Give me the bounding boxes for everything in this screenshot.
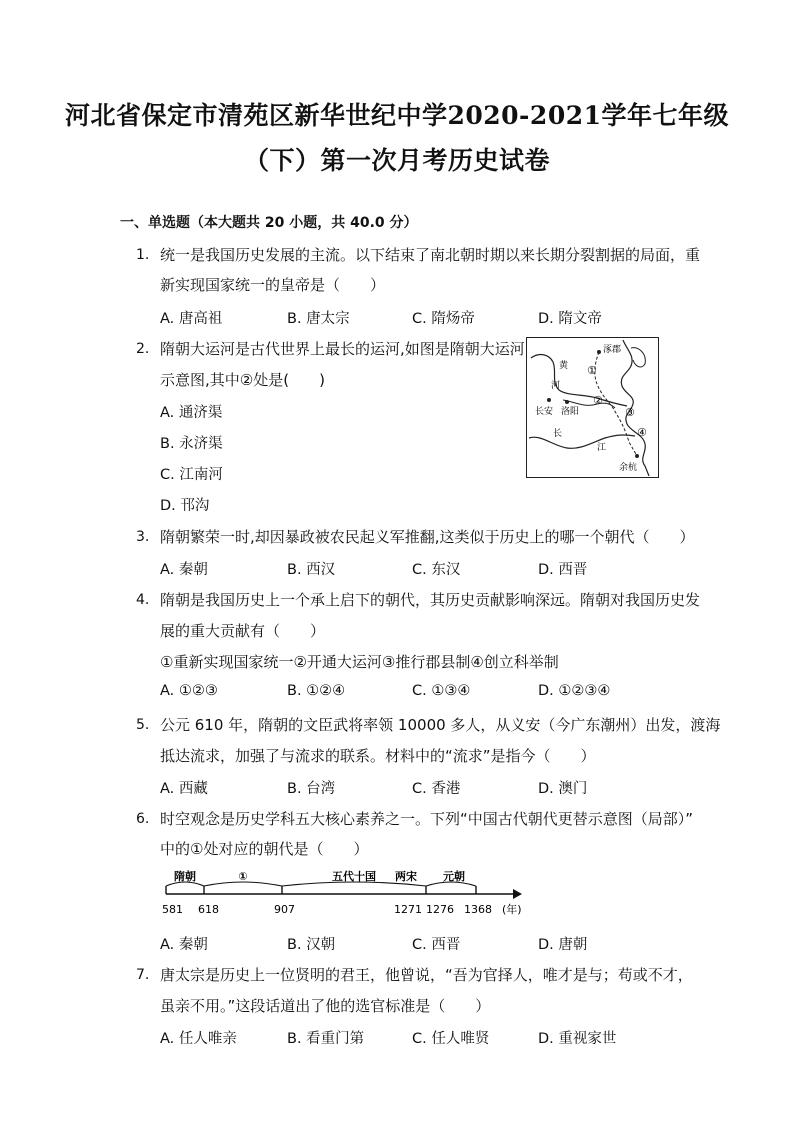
question-1-option-d[interactable]: D. 隋文帝 — [538, 311, 602, 327]
question-1-option-c[interactable]: C. 隋炀帝 — [412, 311, 475, 327]
question-2-option-d[interactable]: D. 邗沟 — [160, 498, 210, 514]
timeline-segment-yuan: 元朝 — [443, 870, 465, 883]
timeline-year-1276: 1276 — [426, 903, 454, 916]
question-6-option-c[interactable]: C. 西晋 — [412, 937, 461, 953]
map-marker-4: ④ — [637, 426, 647, 439]
question-6-option-b[interactable]: B. 汉朝 — [287, 937, 336, 953]
question-1-text-line-2: 新实现国家统一的皇帝是（ ） — [160, 276, 386, 294]
question-1-number: 1. — [136, 247, 150, 263]
question-1-option-a[interactable]: A. 唐高祖 — [160, 311, 223, 327]
question-4-number: 4. — [136, 592, 150, 608]
question-3-option-b[interactable]: B. 西汉 — [287, 562, 336, 578]
timeline-year-581: 581 — [162, 903, 183, 916]
timeline-year-907: 907 — [274, 903, 295, 916]
question-7-option-c[interactable]: C. 任人唯贤 — [412, 1031, 490, 1047]
question-5-text-line-2: 抵达流求，加强了与流求的联系。材料中的“流求”是指今（ ） — [160, 747, 596, 765]
question-6-option-a[interactable]: A. 秦朝 — [160, 937, 208, 953]
question-3-option-c[interactable]: C. 东汉 — [412, 562, 461, 578]
exam-title-line-2: （下）第一次月考历史试卷 — [243, 146, 550, 175]
timeline-year-1271: 1271 — [394, 903, 422, 916]
map-label-huang: 黄 — [559, 361, 569, 371]
question-1-text-line-1: 统一是我国历史发展的主流。以下结束了南北朝时期以来长期分裂割据的局面，重 — [160, 246, 701, 264]
changan-dot — [547, 398, 551, 402]
question-7-option-a[interactable]: A. 任人唯亲 — [160, 1031, 237, 1047]
yellow-river — [531, 355, 627, 406]
map-marker-1: ① — [587, 364, 597, 377]
map-label-yuhang: 余杭 — [619, 463, 638, 473]
question-7-text-line-2: 虽亲不用。”这段话道出了他的选官标准是（ ） — [160, 997, 491, 1015]
timeline-arrow — [513, 889, 522, 899]
question-4-option-b[interactable]: B. ①②④ — [287, 683, 346, 699]
question-4-option-a[interactable]: A. ①②③ — [160, 683, 218, 699]
question-4-text-line-1: 隋朝是我国历史上一个承上启下的朝代，其历史贡献影响深远。隋朝对我国历史发 — [160, 591, 701, 609]
question-7-text-line-1: 唐太宗是历史上一位贤明的君王，他曾说，“吾为官择人，唯才是与；苟或不才， — [160, 966, 693, 984]
question-1-option-b[interactable]: B. 唐太宗 — [287, 311, 350, 327]
map-label-chang: 长 — [553, 429, 563, 439]
question-5-number: 5. — [136, 717, 150, 733]
map-label-jiang: 江 — [597, 443, 607, 453]
question-2-option-a[interactable]: A. 通济渠 — [160, 405, 223, 421]
question-5-text-line-1: 公元 610 年，隋朝的文臣武将率领 10000 多人，从义安（今广东潮州）出发，渡海 — [160, 716, 721, 734]
question-5-option-c[interactable]: C. 香港 — [412, 781, 461, 797]
question-4-text-line-3: ①重新实现国家统一②开通大运河③推行郡县制④创立科举制 — [160, 653, 559, 671]
question-3-option-a[interactable]: A. 秦朝 — [160, 562, 208, 578]
dynasty-timeline-drawing — [158, 860, 538, 920]
timeline-year-618: 618 — [198, 903, 219, 916]
timeline-segment-sui: 隋朝 — [174, 870, 196, 883]
question-5-option-b[interactable]: B. 台湾 — [287, 781, 336, 797]
bay-outline — [631, 348, 645, 367]
section-heading: 一、单选题（本大题共 20 小题，共 40.0 分） — [120, 215, 418, 231]
yangtze-river — [529, 435, 635, 448]
map-label-changan: 长安 — [535, 407, 554, 417]
timeline-segment-five-dynasties: 五代十国 — [332, 870, 376, 883]
question-6-number: 6. — [136, 811, 150, 827]
grand-canal-map-drawing — [527, 338, 658, 477]
timeline-segment-1: ① — [238, 870, 248, 883]
question-6-text-line-2: 中的①处对应的朝代是（ ） — [160, 840, 369, 858]
question-2-number: 2. — [136, 341, 150, 357]
question-2-text-line-2: 示意图,其中②处是( ) — [160, 371, 325, 389]
question-4-option-d[interactable]: D. ①②③④ — [538, 683, 611, 699]
map-label-he: 河 — [551, 381, 561, 391]
question-6-text-line-1: 时空观念是历史学科五大核心素养之一。下列“中国古代朝代更替示意图（局部）” — [160, 810, 694, 828]
map-marker-3: ③ — [625, 406, 635, 419]
question-7-number: 7. — [136, 967, 150, 983]
question-3-number: 3. — [136, 529, 150, 545]
map-label-luoyang: 洛阳 — [561, 407, 580, 417]
zhuojun-dot — [597, 350, 601, 354]
question-7-option-d[interactable]: D. 重视家世 — [538, 1031, 617, 1047]
yuhang-dot — [635, 454, 639, 458]
question-3-option-d[interactable]: D. 西晋 — [538, 562, 588, 578]
question-4-option-c[interactable]: C. ①③④ — [412, 683, 471, 699]
question-4-text-line-2: 展的重大贡献有（ ） — [160, 622, 326, 640]
question-6-option-d[interactable]: D. 唐朝 — [538, 937, 588, 953]
map-label-zhuojun: 涿郡 — [603, 345, 622, 355]
question-2-option-b[interactable]: B. 永济渠 — [160, 436, 223, 452]
timeline-year-unit: (年) — [502, 903, 522, 916]
timeline-year-1368: 1368 — [464, 903, 492, 916]
question-7-option-b[interactable]: B. 看重门第 — [287, 1031, 365, 1047]
question-3-text-line-1: 隋朝繁荣一时,却因暴政被农民起义军推翻,这类似于历史上的哪一个朝代（ ） — [160, 528, 695, 546]
exam-title-line-1: 河北省保定市清苑区新华世纪中学2020-2021学年七年级 — [64, 101, 730, 130]
map-marker-2: ② — [593, 394, 603, 407]
dynasty-timeline — [158, 860, 538, 920]
grand-canal-map — [526, 337, 659, 478]
question-2-option-c[interactable]: C. 江南河 — [160, 467, 223, 483]
timeline-segment-song: 两宋 — [395, 870, 417, 883]
question-2-text-line-1: 隋朝大运河是古代世界上最长的运河,如图是隋朝大运河 — [160, 340, 525, 358]
luoyang-dot — [565, 400, 569, 404]
question-5-option-d[interactable]: D. 澳门 — [538, 781, 588, 797]
question-5-option-a[interactable]: A. 西藏 — [160, 781, 208, 797]
